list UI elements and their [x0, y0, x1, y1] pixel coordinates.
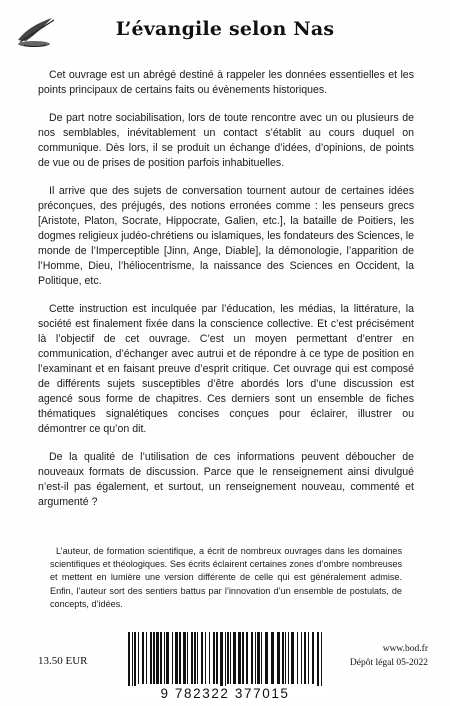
- summary-paragraph: Cet ouvrage est un abrégé destiné à rappeler les données essentielles et les points principaux de certains faits ou évènements historiques.: [38, 69, 414, 96]
- barcode-bar: [291, 632, 294, 684]
- barcode-bar: [238, 632, 241, 684]
- barcode-bar: [282, 632, 284, 684]
- author-bio-text: L’auteur, de formation scientifique, a écrit de nombreux ouvrages dans les domaines scientifiques et théologiques. Ses écrits éclairent certaines zones d’ombre nombreuses et mettent en lumière une version différente de celle qui est généralement admise. Enfin, l’auteur sort des sentiers battus par l’innovation d’un ensemble de postulats, de concepts, d’idées.: [50, 546, 402, 609]
- barcode-bar: [191, 632, 193, 684]
- barcode-bar: [246, 632, 248, 684]
- barcode-bar: [230, 632, 231, 684]
- summary-text: [38, 68, 414, 523]
- barcode-bar: [197, 632, 198, 684]
- barcode-bar: [261, 632, 262, 684]
- barcode-bar: [321, 632, 322, 690]
- barcode-bar: [213, 632, 215, 684]
- barcode-bar: [166, 632, 169, 684]
- barcode-bar: [220, 632, 223, 690]
- barcode-bar: [156, 632, 159, 684]
- barcode-bar: [297, 632, 298, 684]
- summary-paragraph: De la qualité de l’utilisation de ces informations peuvent déboucher de nouveaux formats de discussion. Parce que le renseignement ainsi divulgué n’est-il pas également, et surtout, un renseignement nouveau, commenté et argumenté ?: [38, 451, 414, 508]
- price-label: 13.50 EUR: [38, 655, 88, 667]
- barcode-bar: [285, 632, 286, 684]
- barcode-bar: [138, 632, 139, 684]
- barcode-bar: [160, 632, 162, 684]
- barcode-bar: [132, 632, 133, 690]
- barcode-bar: [257, 632, 260, 684]
- barcode-bar: [194, 632, 196, 684]
- summary-paragraph: Cette instruction est inculquée par l’éducation, les médias, la littérature, la société est finalement fixée dans la conscience collective. Et c’est précisément là l’objectif de cet ouvrage. C’est un moyen permettant d’entrer en communication, d’échanger avec autrui et de répondre à ce type de position en l’examinant et en faisant preuve d’esprit critique. Cet ouvrage qui est composé de différents sujets susceptibles d’être abordés lors d’une discussion est agencé sous forme de chapitres. Ces derniers sont un ensemble de fiches thématiques signalétiques concises conçues pour éclairer, illustrer ou démontrer ce qu’on dit.: [38, 303, 414, 435]
- barcode-bar: [209, 632, 210, 684]
- barcode-bar: [142, 632, 144, 684]
- barcode-bar: [146, 632, 147, 684]
- barcode-bar: [271, 632, 274, 684]
- barcode-bar: [288, 632, 289, 684]
- barcode-bar: [233, 632, 236, 684]
- barcode-bar: [150, 632, 152, 684]
- barcode-bar: [187, 632, 188, 684]
- barcode-bar: [205, 632, 206, 684]
- barcode-bar: [134, 632, 136, 690]
- barcode-bar: [153, 632, 155, 684]
- barcode-bar: [128, 632, 130, 690]
- barcode-bar: [216, 632, 218, 684]
- barcode-bar: [301, 632, 302, 684]
- barcode-bar: [201, 632, 203, 684]
- author-bio: [50, 545, 402, 611]
- barcode-bar: [227, 632, 229, 684]
- barcode-bar: [255, 632, 256, 684]
- barcode-bar: [164, 632, 165, 684]
- publisher-website: www.bod.fr: [382, 644, 428, 654]
- barcode-bar: [179, 632, 181, 684]
- book-title: L’évangile selon Nas: [115, 18, 335, 40]
- barcode-bar: [225, 632, 226, 690]
- barcode-bar: [175, 632, 178, 684]
- legal-deposit: Dépôt légal 05-2022: [349, 658, 428, 668]
- publisher-info: [350, 642, 428, 670]
- summary-paragraph: Il arrive que des sujets de conversation tournent autour de certaines idées préconçues, des préjugés, des notions erronées comme : les penseurs grecs [Aristote, Platon, Socrate, Hippocrate, Galien, etc.], la bataille de Poitiers, les dogmes religieux judéo-chrétiens ou islamiques, les fondateurs des Sciences, le monde de l’Imperceptible [Jinn, Ange, Diable], la démonologie, l’apparition de l’Homme, Dieu, l’héliocentrisme, la naissance des Sciences en Occident, la Politique, etc.: [38, 185, 414, 287]
- barcode-bar: [317, 632, 319, 690]
- isbn-number: 9 782322 377015: [118, 686, 332, 701]
- barcode-bar: [251, 632, 253, 684]
- barcode-bar: [265, 632, 268, 684]
- barcode-bar: [242, 632, 244, 684]
- barcode-bar: [183, 632, 186, 684]
- barcode-bar: [308, 632, 309, 684]
- summary-paragraph: De part notre sociabilisation, lors de toute rencontre avec un ou plusieurs de nos semblables, inévitablement un contact s’établit au cours duquel on communique. Dès lors, il se produit un échange d’idées, d’opinions, de points de vue ou de prises de position parfois inhabituelles.: [38, 112, 414, 169]
- barcode-bar: [304, 632, 306, 684]
- barcode-bar: [312, 632, 314, 684]
- barcode-bar: [277, 632, 280, 684]
- barcode-bar: [172, 632, 173, 684]
